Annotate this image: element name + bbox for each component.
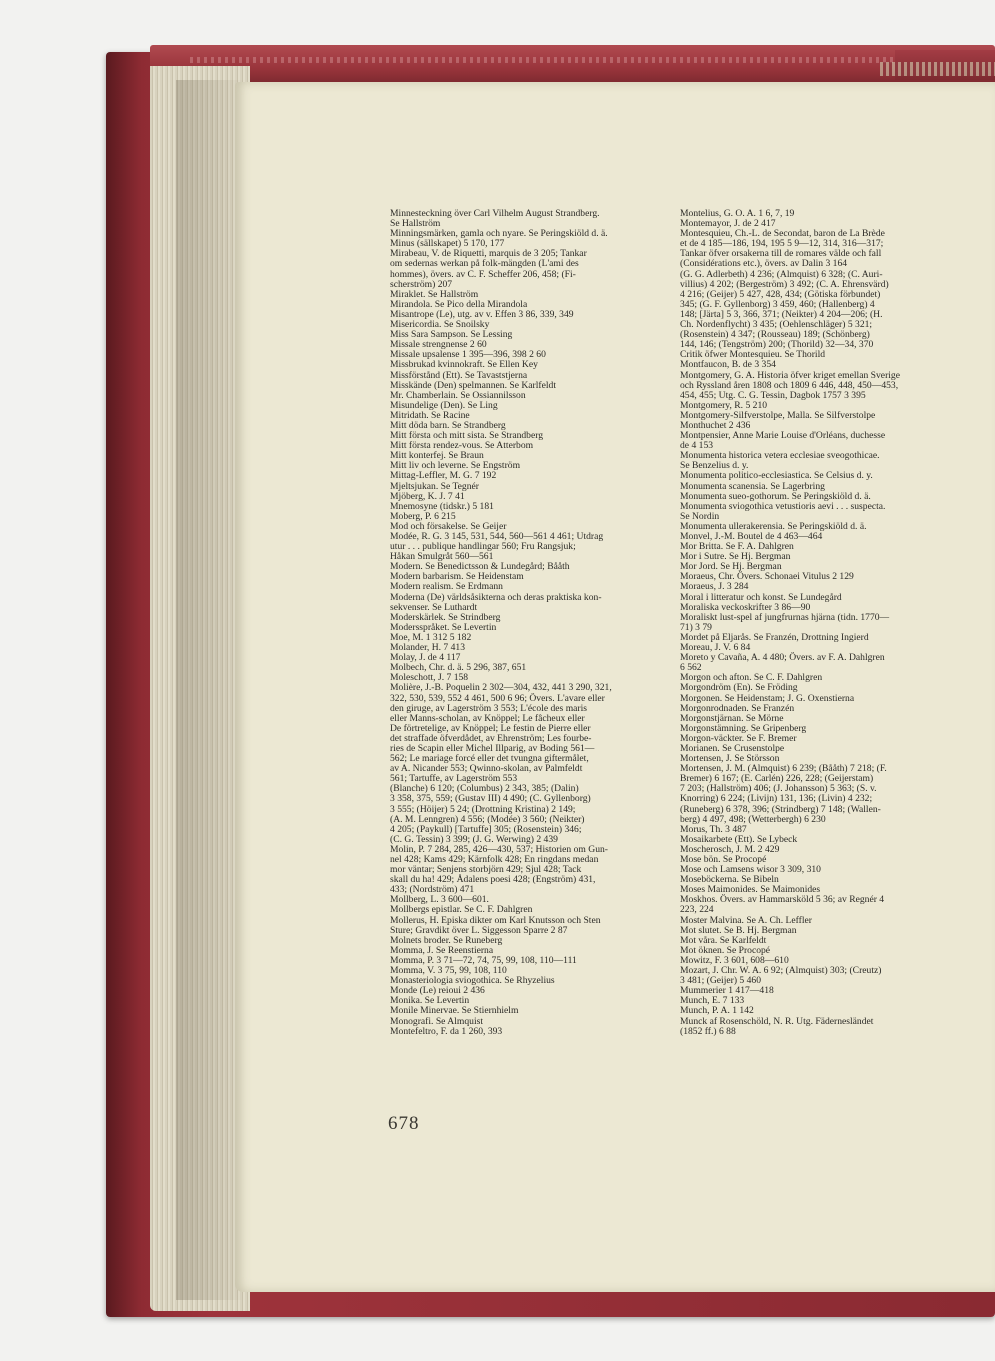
index-entry-line: Mot öknen. Se Procopé bbox=[680, 944, 771, 956]
index-entry-line: Molin, P. 7 284, 285, 426—430, 537; Historien om Gun- bbox=[390, 843, 608, 855]
index-entry-line: Sture; Gravdikt över L. Siggesson Sparre 2 87 bbox=[390, 924, 568, 936]
index-entry-line: Montpensier, Anne Marie Louise d'Orléans, duchesse bbox=[680, 430, 886, 442]
index-entry-line: Mirabeau, V. de Riquetti, marquis de 3 205; Tankar bbox=[390, 248, 587, 260]
index-entry-line: Molnets broder. Se Runeberg bbox=[390, 934, 503, 946]
index-entry-line: Misskände (Den) spelmannen. Se Karlfeldt bbox=[390, 379, 556, 391]
index-entry-line: nel 428; Kams 429; Kärnfolk 428; En ringdans medan bbox=[390, 854, 599, 865]
index-entry-line: Mitridath. Se Racine bbox=[390, 409, 470, 421]
index-entry-line: Modersspråket. Se Levertin bbox=[390, 621, 497, 633]
index-entry-line: Mittag-Leffler, M. G. 7 192 bbox=[390, 470, 497, 482]
index-entry-line: 144, 146; (Tengström) 200; (Thorild) 32—34, 370 bbox=[680, 339, 874, 351]
index-entry-line: Monumenta scanensia. Se Lagerbring bbox=[680, 480, 825, 492]
index-entry-line: Modée, R. G. 3 145, 531, 544, 560—561 4 461; Utdrag bbox=[390, 531, 604, 542]
index-entry-line: 433; (Nordström) 471 bbox=[390, 884, 475, 896]
index-entry-line: Moraliska veckoskrifter 3 86—90 bbox=[680, 601, 811, 613]
index-entry-line: Monthuchet 2 436 bbox=[680, 419, 751, 431]
index-entry-line: Mor Jord. Se Hj. Bergman bbox=[680, 561, 782, 573]
index-entry-line: (Runeberg) 6 378, 396; (Strindberg) 7 148; (Wallen- bbox=[680, 803, 881, 815]
index-entry-line: Morgonstämning. Se Gripenberg bbox=[680, 722, 807, 734]
index-entry-line: Mowitz, F. 3 601, 608—610 bbox=[680, 954, 789, 966]
index-entry-line: Missbrukad kvinnokraft. Se Ellen Key bbox=[390, 359, 538, 371]
index-entry-line: Mod och försakelse. Se Geijer bbox=[390, 520, 507, 532]
index-entry-line: skall du ha! 429; Ådalens poesi 428; (Engström) 431, bbox=[390, 874, 596, 886]
index-entry-line: 561; Tartuffe, av Lagerström 553 bbox=[390, 773, 518, 785]
index-entry-line: Moster Malvina. Se A. Ch. Leffler bbox=[680, 914, 812, 926]
index-entry-line: Ch. Nordenflycht) 3 435; (Oehlenschläger) 5 321; bbox=[680, 319, 873, 331]
index-entry-line: Mr. Chamberlain. Se Ossiannilsson bbox=[390, 389, 526, 401]
index-entry-line: Mitt liv och leverne. Se Engström bbox=[390, 460, 521, 472]
index-entry-line: Mor Britta. Se F. A. Dahlgren bbox=[680, 541, 794, 553]
index-entry-line: Mose och Lamsens wisor 3 309, 310 bbox=[680, 864, 821, 876]
index-entry-line: Moraeus, Chr. Övers. Schonaei Vitulus 2 129 bbox=[680, 571, 854, 583]
index-entry-line: Modern. Se Benedictsson & Lundegård; Bååth bbox=[390, 561, 570, 573]
index-entry-line: Bremer) 6 167; (E. Carlén) 226, 228; (Geijerstam) bbox=[680, 773, 874, 785]
index-entry-line: Missale upsalense 1 395—396, 398 2 60 bbox=[390, 349, 546, 361]
index-entry-line: 7 203; (Hallström) 406; (J. Johansson) 5 363; (S. v. bbox=[680, 783, 877, 795]
index-entry-line: det straffade öfverdådet, av Ehrenström; Les fourbe- bbox=[390, 732, 592, 744]
page-number: 678 bbox=[388, 1113, 420, 1134]
index-entry-line: Moberg, P. 6 215 bbox=[390, 510, 456, 522]
index-entry-line: sekvenser. Se Luthardt bbox=[390, 601, 478, 613]
index-entry-line: Miss Sara Sampson. Se Lessing bbox=[390, 329, 513, 341]
index-entry-line: (C. G. Tessin) 3 399; (J. G. Werwing) 2 439 bbox=[390, 833, 558, 845]
index-entry-line: (Blanche) 6 120; (Columbus) 2 343, 385; (Dalin) bbox=[390, 783, 579, 795]
index-entry-line: Montesquieu, Ch.-L. de Secondat, baron de La Brède bbox=[680, 228, 885, 240]
index-entry-line: Monumenta sueo-gothorum. Se Peringskiöld d. ä. bbox=[680, 490, 871, 502]
index-entry-line: Monde (Le) reioui 2 436 bbox=[390, 985, 485, 997]
index-entry-line: Modern realism. Se Erdmann bbox=[390, 581, 503, 593]
index-entry-line: Montgomery, G. A. Historia öfver kriget emellan Sverige bbox=[680, 369, 900, 381]
index-entry-line: Mozart, J. Chr. W. A. 6 92; (Almquist) 303; (Creutz) bbox=[680, 965, 882, 977]
index-entry-line: Mosaikarbete (Ett). Se Lybeck bbox=[680, 833, 798, 845]
index-entry-line: Moleschott, J. 7 158 bbox=[390, 672, 469, 684]
index-entry-line: et de 4 185—186, 194, 195 5 9—12, 314, 316—317; bbox=[680, 238, 884, 250]
index-entry-line: mor väntar; Senjens storbjörn 429; Sjul 428; Tack bbox=[390, 864, 582, 876]
index-entry-line: och Ryssland åren 1808 och 1809 6 446, 448, 450—453, bbox=[680, 379, 899, 391]
index-entry-line: Moderna (De) världsåsikterna och deras praktiska kon- bbox=[390, 591, 602, 603]
index-entry-line: Moe, M. 1 312 5 182 bbox=[390, 631, 472, 643]
index-entry-line: Monasteriologia sviogothica. Se Rhyzelius bbox=[390, 975, 555, 987]
index-entry-line: Mummerier 1 417—418 bbox=[680, 985, 774, 997]
index-entry-line: 3 358, 375, 559; (Gustav III) 4 490; (C. Gyllenborg) bbox=[390, 793, 591, 805]
index-entry-line: Se Nordin bbox=[680, 510, 720, 522]
index-entry-line: 148; [Järta] 5 3, 366, 371; (Neikter) 4 204—206; (H. bbox=[680, 308, 883, 320]
index-entry-line: 454, 455; Utg. C. G. Tessin, Dagbok 1757 3 395 bbox=[680, 389, 866, 401]
index-entry-line: Se Benzelius d. y. bbox=[680, 460, 749, 472]
index-entry-line: Moraliskt lust-spel af jungfrurnas hjärna (tidn. 1770— bbox=[680, 611, 890, 623]
index-entry-line: Mitt första och mitt sista. Se Strandberg bbox=[390, 430, 544, 442]
index-entry-line: 223, 224 bbox=[680, 904, 714, 916]
index-entry-line: Mollbergs epistlar. Se C. F. Dahlgren bbox=[390, 904, 533, 916]
index-entry-line: de 4 153 bbox=[680, 440, 714, 452]
index-entry-line: Mirandola. Se Pico della Mirandola bbox=[390, 298, 528, 310]
index-entry-line: Molbech, Chr. d. ä. 5 296, 387, 651 bbox=[390, 662, 527, 674]
index-entry-line: Monumenta politico-ecclesiastica. Se Celsius d. y. bbox=[680, 470, 873, 482]
index-entry-line: Montelius, G. O. A. 1 6, 7, 19 bbox=[680, 208, 795, 219]
index-entry-line: Moses Maimonides. Se Maimonides bbox=[680, 884, 821, 896]
index-entry-line: De förtretelige, av Knöppel; Le festin de Pierre eller bbox=[390, 722, 591, 734]
index-entry-line: Molay, J. de 4 117 bbox=[390, 652, 461, 664]
index-entry-line: Mose bön. Se Procopé bbox=[680, 854, 767, 865]
index-entry-line: 4 216; (Geijer) 5 427, 428, 434; (Götiska förbundet) bbox=[680, 288, 881, 300]
index-entry-line: Morgonen. Se Heidenstam; J. G. Oxenstierna bbox=[680, 692, 855, 704]
index-entry-line: Monvel, J.-M. Boutel de 4 463—464 bbox=[680, 531, 823, 542]
index-entry-line: Tankar öfver orsakerna till de romares välde och fall bbox=[680, 248, 882, 260]
index-entry-line: Mor i Sutre. Se Hj. Bergman bbox=[680, 551, 791, 563]
index-entry-line: Missale strengnense 2 60 bbox=[390, 339, 487, 351]
index-entry-line: Mollberg, L. 3 600—601. bbox=[390, 894, 489, 906]
index-entry-line: Montemayor, J. de 2 417 bbox=[680, 218, 776, 230]
index-entry-line: 3 481; (Geijer) 5 460 bbox=[680, 975, 761, 987]
index-entry-line: Monumenta historica vetera ecclesiae sveogothicae. bbox=[680, 450, 880, 462]
index-entry-line: Critik öfwer Montesquieu. Se Thorild bbox=[680, 349, 826, 361]
index-entry-line: Misundelige (Den). Se Ling bbox=[390, 399, 498, 411]
index-entry-line: Momma, P. 3 71—72, 74, 75, 99, 108, 110—111 bbox=[390, 954, 577, 966]
index-entry-line: (Rosenstein) 4 347; (Rousseau) 189; (Schönberg) bbox=[680, 329, 870, 341]
index-entry-line: om sedernas werkan på folk-mängden (L'ami des bbox=[390, 258, 579, 270]
index-entry-line: Molander, H. 7 413 bbox=[390, 642, 466, 654]
book-top-edge bbox=[150, 45, 995, 83]
index-entry-line: Se Hallström bbox=[390, 218, 441, 230]
index-entry-line: Morgon och afton. Se C. F. Dahlgren bbox=[680, 672, 823, 684]
index-entry-line: (Considérations etc.), övers. av Dalin 3 164 bbox=[680, 258, 848, 270]
index-entry-line: hommes), övers. av C. F. Scheffer 206, 458; (Fi- bbox=[390, 268, 576, 280]
index-entry-line: Monile Minervae. Se Stiernhielm bbox=[390, 1005, 519, 1017]
index-entry-line: Misericordia. Se Snoilsky bbox=[390, 319, 490, 331]
index-entry-line: Minningsmärken, gamla och nyare. Se Peringskiöld d. ä. bbox=[390, 228, 608, 240]
index-entry-line: Moraeus, J. 3 284 bbox=[680, 581, 749, 593]
index-entry-line: Monumenta sviogothica vetustioris aevi . . . suspecta. bbox=[680, 500, 886, 512]
index-entry-line: Mortensen, J. M. (Almquist) 6 239; (Bååth) 7 218; (F. bbox=[680, 763, 887, 775]
index-entry-line: Mordet på Eljarås. Se Franzén, Drottning Ingierd bbox=[680, 631, 869, 643]
index-entry-line: Moskhos. Övers. av Hammarsköld 5 36; av Regnér 4 bbox=[680, 894, 885, 906]
index-entry-line: Mitt första rendez-vous. Se Atterbom bbox=[390, 440, 534, 452]
index-entry-line: ries de Scapin eller Michel Illparig, av Boding 561— bbox=[390, 742, 595, 754]
index-entry-line: Moscherosch, J. M. 2 429 bbox=[680, 843, 780, 855]
page-shadow bbox=[176, 80, 246, 1300]
index-entry-line: 322, 530, 539, 552 4 461, 500 6 96; Övers. L'avare eller bbox=[390, 692, 605, 704]
index-entry-line: 71) 3 79 bbox=[680, 621, 712, 633]
index-entry-line: Mnemosyne (tidskr.) 5 181 bbox=[390, 500, 494, 512]
index-entry-line: Mitt döda barn. Se Strandberg bbox=[390, 419, 506, 431]
index-entry-line: Mitt konterfej. Se Braun bbox=[390, 450, 484, 462]
index-entry-line: Mjöberg, K. J. 7 41 bbox=[390, 490, 465, 502]
index-entry-line: Molière, J.-B. Poquelin 2 302—304, 432, 441 3 290, 321, bbox=[390, 682, 612, 694]
index-entry-line: Montefeltro, F. da 1 260, 393 bbox=[390, 1025, 503, 1037]
index-entry-line: Montgomery-Silfverstolpe, Malla. Se Silfverstolpe bbox=[680, 409, 876, 421]
index-entry-line: Morgondröm (En). Se Fröding bbox=[680, 682, 798, 694]
index-entry-line: 3 555; (Höijer) 5 24; (Drottning Kristina) 2 149; bbox=[390, 803, 576, 815]
index-entry-line: den giruge, av Lagerström 3 553; L'école des maris bbox=[390, 702, 588, 714]
index-entry-line: Moral i litteratur och konst. Se Lundegård bbox=[680, 591, 842, 603]
index-entry-line: Munch, P. A. 1 142 bbox=[680, 1005, 754, 1017]
index-entry-line: Modern barbarism. Se Heidenstam bbox=[390, 571, 524, 583]
index-entry-line: Montfaucon, B. de 3 354 bbox=[680, 359, 776, 371]
index-entry-line: (G. G. Adlerbeth) 4 236; (Almquist) 6 328; (C. Auri- bbox=[680, 268, 883, 280]
head-band bbox=[880, 62, 995, 76]
index-entry-line: Morgonstjärnan. Se Mörne bbox=[680, 712, 784, 724]
index-entry-line: Misantrope (Le), utg. av v. Effen 3 86, 339, 349 bbox=[390, 308, 574, 320]
index-entry-line: Mortensen, J. Se Störsson bbox=[680, 753, 780, 765]
index-entry-line: eller Manns-scholan, av Knöppel; Le fâcheux eller bbox=[390, 712, 585, 724]
index-entry-line: Momma, J. Se Reenstierna bbox=[390, 944, 494, 956]
index-entry-line: Mjeltsjukan. Se Tegnér bbox=[390, 480, 479, 492]
index-entry-line: (A. M. Lenngren) 4 556; (Modée) 3 560; (Neikter) bbox=[390, 813, 585, 825]
index-entry-line: Morgonrodnaden. Se Franzén bbox=[680, 702, 795, 714]
index-entry-line: Knorring) 6 224; (Livijn) 131, 136; (Livin) 4 232; bbox=[680, 793, 873, 805]
index-entry-line: Munck af Rosenschöld, N. R. Utg. Fädernesländet bbox=[680, 1015, 874, 1027]
index-entry-line: Missförstånd (Ett). Se Tavaststjerna bbox=[390, 369, 528, 381]
index-entry-line: Mollerus, H. Episka dikter om Karl Knutsson och Sten bbox=[390, 914, 601, 926]
index-column-right bbox=[680, 209, 900, 1037]
index-entry-line: Monumenta ullerakerensia. Se Peringskiöld d. ä. bbox=[680, 520, 867, 532]
index-entry-line: Moseböckerna. Se Bibeln bbox=[680, 874, 779, 886]
index-entry-line: Morus, Th. 3 487 bbox=[680, 823, 747, 835]
index-entry-line: Mot våra. Se Karlfeldt bbox=[680, 934, 767, 946]
index-entry-line: scherström) 207 bbox=[390, 278, 453, 290]
index-entry-line: berg) 4 497, 498; (Wetterbergh) 6 230 bbox=[680, 813, 826, 825]
index-entry-line: 6 562 bbox=[680, 662, 702, 674]
index-entry-line: Montgomery, R. 5 210 bbox=[680, 399, 768, 411]
index-entry-line: Moreto y Cavaña, A. 4 480; Övers. av F. A. Dahlgren bbox=[680, 652, 885, 664]
index-entry-line: Morianen. Se Crusenstolpe bbox=[680, 742, 785, 754]
index-entry-line: 4 205; (Paykull) [Tartuffe] 305; (Rosenstein) 346; bbox=[390, 823, 582, 835]
index-entry-line: Håkan Smulgråt 560—561 bbox=[390, 551, 494, 563]
index-entry-line: Morgon-väckter. Se F. Bremer bbox=[680, 732, 797, 744]
index-entry-line: Monika. Se Levertin bbox=[390, 995, 470, 1007]
index-entry-line: Moreau, J. V. 6 84 bbox=[680, 642, 751, 654]
index-entry-line: Minus (sällskapet) 5 170, 177 bbox=[390, 238, 505, 250]
index-entry-line: (1852 ff.) 6 88 bbox=[680, 1025, 736, 1037]
index-entry-line: Momma, V. 3 75, 99, 108, 110 bbox=[390, 965, 507, 977]
index-entry-line: 562; Le mariage forcé eller det tvungna giftermålet, bbox=[390, 753, 589, 765]
index-entry-line: utur . . . publique handlingar 560; Fru Rangsjuk; bbox=[390, 541, 576, 553]
index-entry-line: Minnesteckning över Carl Vilhelm August Strandberg. bbox=[390, 208, 600, 219]
index-entry-line: av A. Nicander 553; Qwinno-skolan, av Palmfeldt bbox=[390, 763, 583, 775]
index-entry-line: Moderskärlek. Se Strindberg bbox=[390, 611, 501, 623]
index-entry-line: villius) 4 202; (Bergeström) 3 492; (C. A. Ehrensvärd) bbox=[680, 278, 889, 290]
index-entry-line: Monografi. Se Almquist bbox=[390, 1015, 484, 1027]
index-entry-line: 345; (G. F. Gyllenborg) 3 459, 460; (Hallenberg) 4 bbox=[680, 298, 875, 310]
index-entry-line: Mot slutet. Se B. Hj. Bergman bbox=[680, 924, 797, 936]
index-column-left bbox=[390, 209, 612, 1037]
index-entry-line: Miraklet. Se Hallström bbox=[390, 288, 479, 300]
index-entry-line: Munch, E. 7 133 bbox=[680, 995, 745, 1007]
